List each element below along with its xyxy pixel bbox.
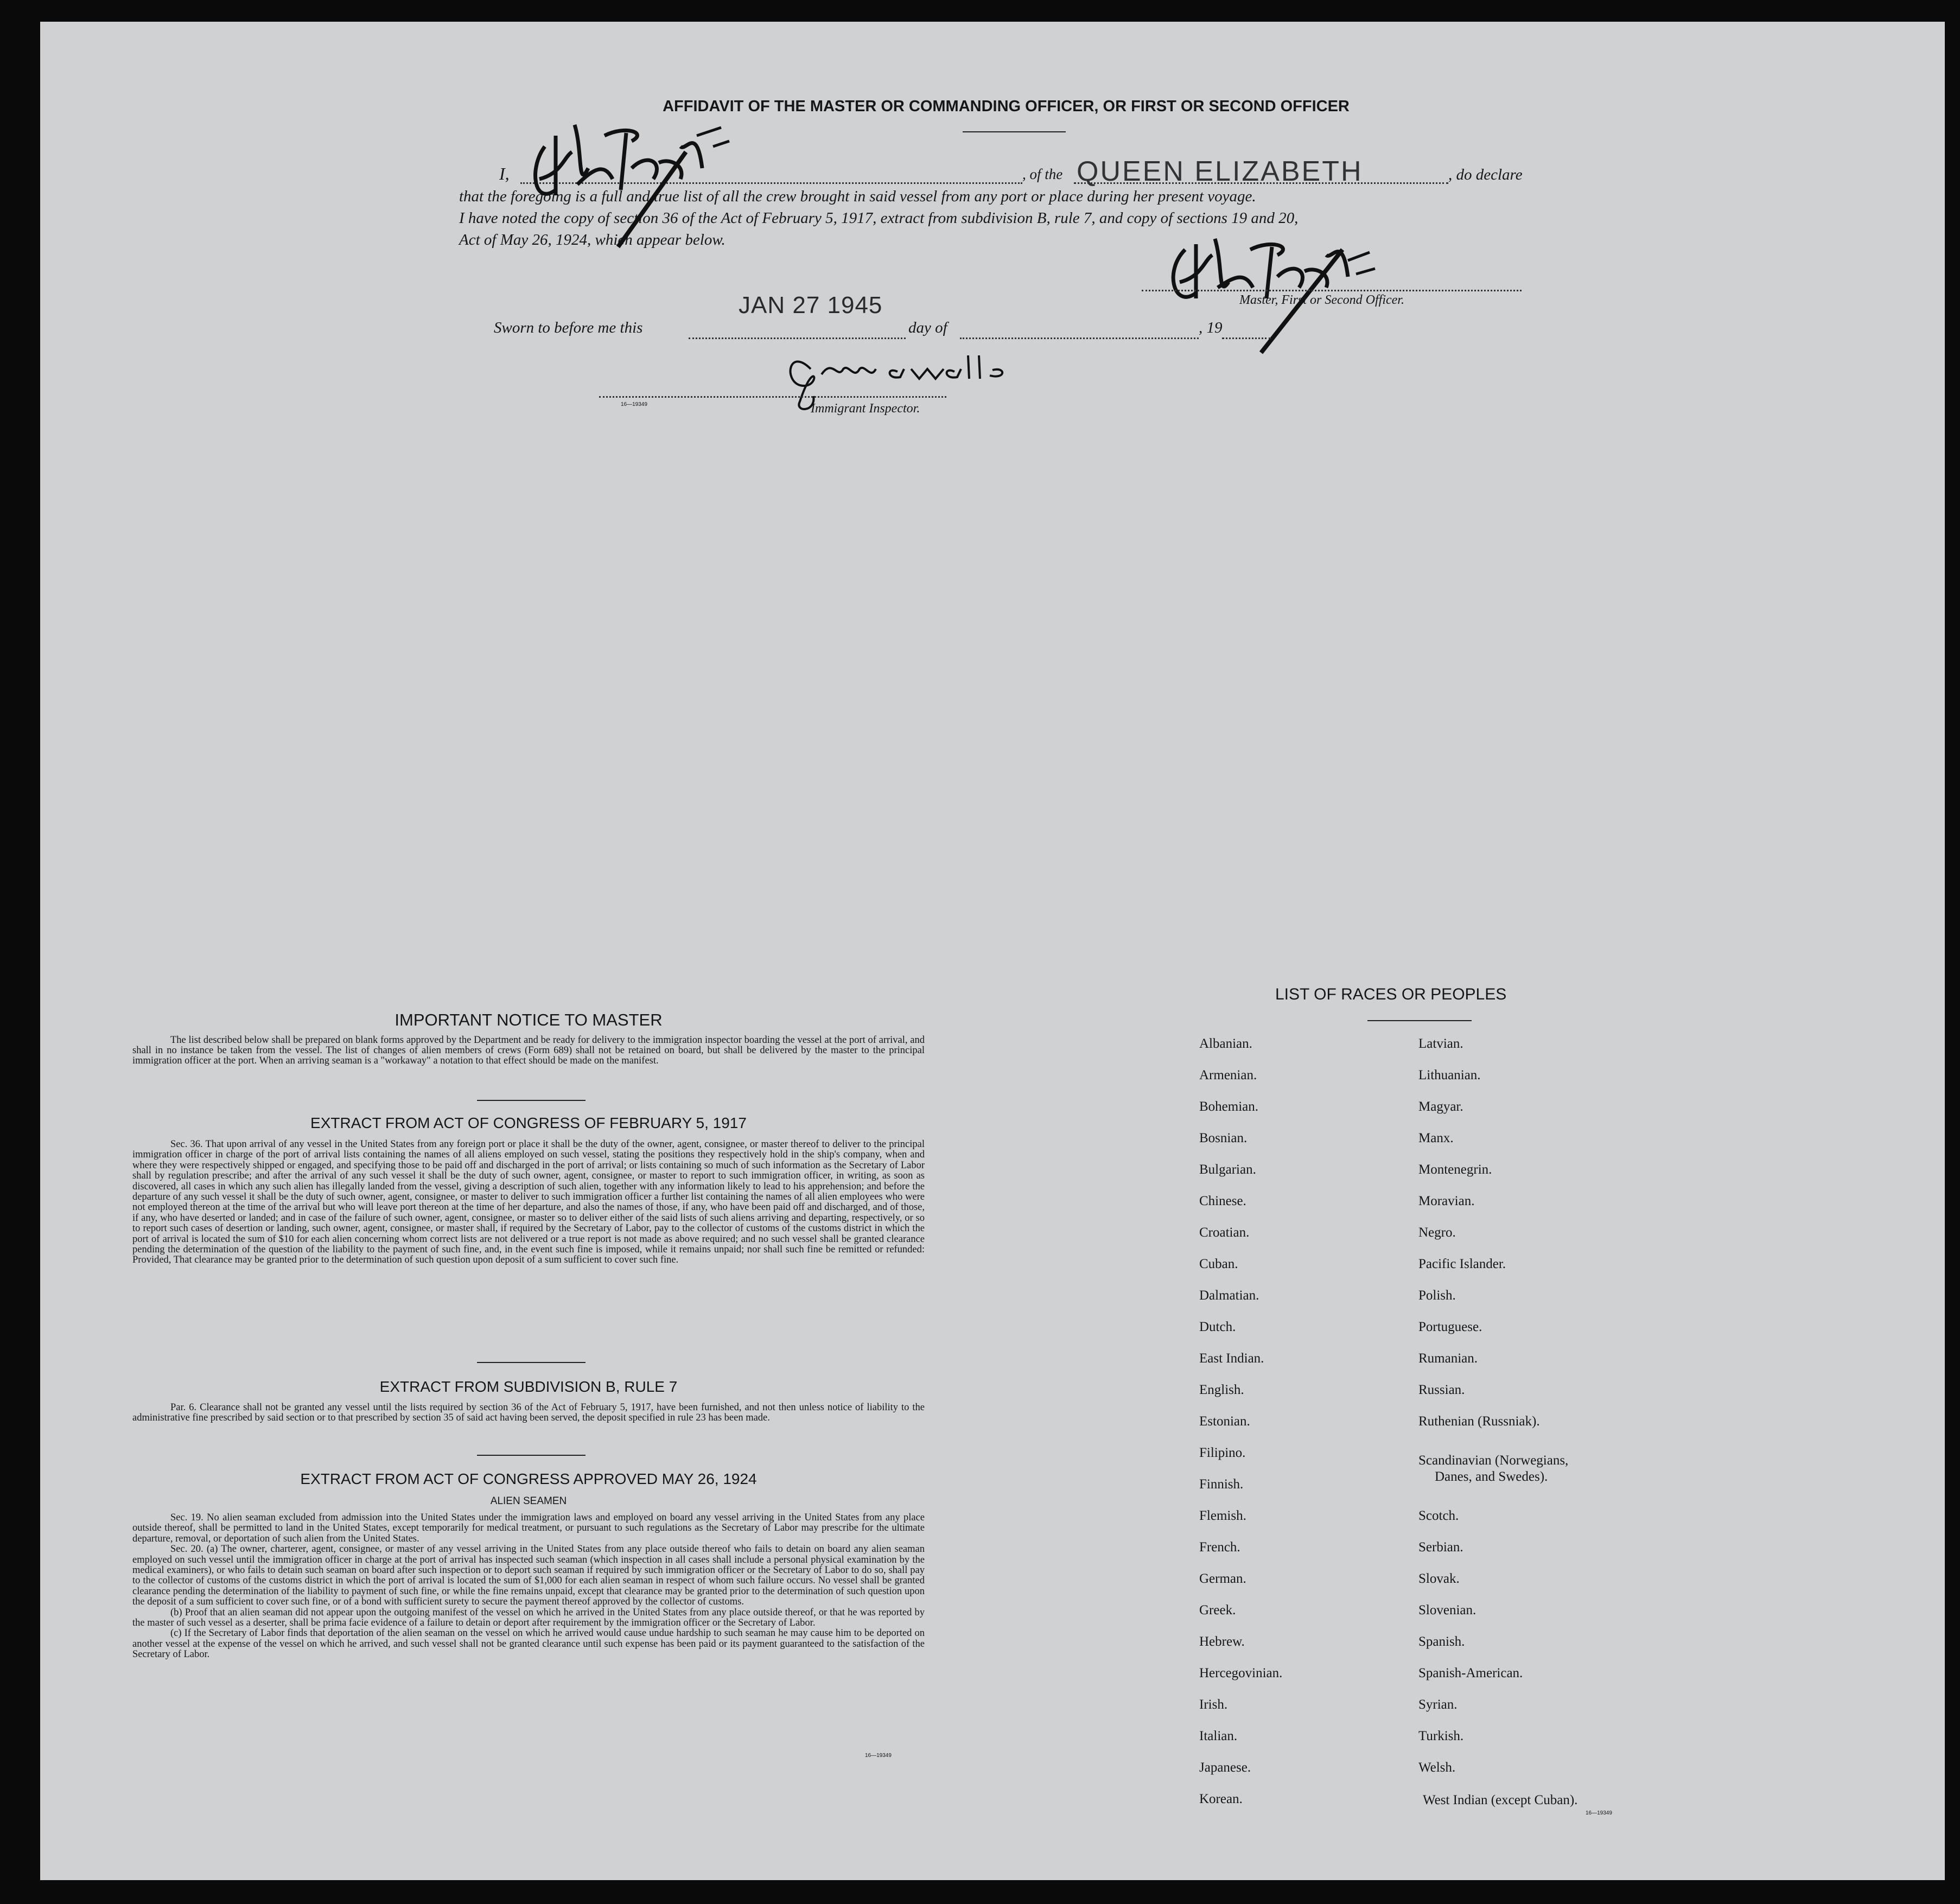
race-item: Ruthenian (Russniak). — [1418, 1414, 1540, 1429]
extract-1917-heading: EXTRACT FROM ACT OF CONGRESS OF FEBRUARY 5, 1917 — [310, 1115, 747, 1131]
race-item: German. — [1199, 1571, 1246, 1586]
race-item: Montenegrin. — [1418, 1162, 1492, 1177]
race-item: Flemish. — [1199, 1508, 1246, 1523]
affidavit-form-number: 16—19349 — [621, 402, 647, 407]
race-item: Dutch. — [1199, 1320, 1236, 1334]
race-item: Moravian. — [1418, 1194, 1475, 1208]
document-page — [40, 22, 1945, 1880]
race-item: Japanese. — [1199, 1760, 1251, 1775]
race-item: Portuguese. — [1418, 1320, 1482, 1334]
affidavit-line-3: I have noted the copy of section 36 of the Act of February 5, 1917, extract from subdivision B, rule 7, and copy of sections 19 and 20, — [459, 209, 1299, 227]
race-item: Estonian. — [1199, 1414, 1250, 1429]
race-item: Spanish. — [1418, 1634, 1465, 1649]
race-item: Dalmatian. — [1199, 1288, 1259, 1303]
race-item: West Indian (except Cuban). — [1423, 1793, 1578, 1807]
race-item: Greek. — [1199, 1603, 1236, 1618]
sec20b-text: (b) Proof that an alien seaman did not appear upon the outgoing manifest of the vessel on which he arrived in the United States from any place outside thereof, or that he was reported by the master of such vessel as a deserter, shall be prima facie evidence of a failure to detain or deport after requirement by the immigration officer or the Secretary of Labor. — [132, 1607, 925, 1629]
race-item: Negro. — [1418, 1225, 1456, 1240]
race-item: French. — [1199, 1540, 1240, 1555]
race-item: Chinese. — [1199, 1194, 1246, 1208]
notice-divider — [477, 1100, 586, 1101]
i-label: I, — [499, 164, 510, 183]
year-prefix: , 19 — [1199, 319, 1223, 336]
sec19-text: Sec. 19. No alien seaman excluded from admission into the United States under the immigration laws and employed on board any vessel arriving in the United States from any place outside thereof, shall be permitted to land in the United States, except temporarily for medical treatment, or pursuant to such regulations as the Secretary of Labor may prescribe for the ultimate departure, removal, or deportation of such alien from the United States. — [132, 1512, 925, 1544]
race-item: Turkish. — [1418, 1729, 1464, 1743]
sec20a-text: Sec. 20. (a) The owner, charterer, agent, consignee, or master of any vessel arriving in the United States from any place outside thereof who fails to detain on board any alien seaman employed on such vessel until the immigration officer in charge at the port of arrival has inspected such seaman (which inspection in all cases shall include a personal physical examination by the medical examiners), or who fails to detain such seaman on board after such inspection or to deport such seaman if required by such immigration officer or the Secretary of Labor to do so, shall pay to the collector of customs of the customs district in which the port of arrival is located the sum of $1,000 for each alien seaman in respect of whom such failure occurs. No vessel shall be granted clearance pending the determination of the liability to payment of such fine, or while the fine remains unpaid, except that clearance may be granted prior to the determination of such question upon the deposit of a sum sufficient to cover such fine, or of a bond with sufficient surety to secure the payment thereof approved by the collector of customs. — [132, 1544, 925, 1608]
extract-1924-heading: EXTRACT FROM ACT OF CONGRESS APPROVED MAY 26, 1924 — [300, 1470, 757, 1487]
race-item: Finnish. — [1199, 1477, 1244, 1492]
sec20c-text: (c) If the Secretary of Labor finds that deportation of the alien seaman on the vessel on which he arrived would cause undue hardship to such seaman he may cause him to be deported on another vessel at the expense of the vessel on which he arrived, and such vessel shall not be granted clearance until such expense has been paid or its payment guaranteed to the satisfaction of the Secretary of Labor. — [132, 1628, 925, 1660]
race-item: Bulgarian. — [1199, 1162, 1256, 1177]
extract-1924-body — [132, 1513, 925, 1660]
race-item: Syrian. — [1418, 1697, 1458, 1712]
day-of-label: day of — [908, 319, 947, 336]
affidavit-title: AFFIDAVIT OF THE MASTER OR COMMANDING OFFICER, OR FIRST OR SECOND OFFICER — [663, 98, 1350, 115]
master-caption: Master, First or Second Officer. — [1239, 293, 1404, 307]
extract-1917-divider — [477, 1362, 586, 1363]
race-item: Hercegovinian. — [1199, 1666, 1283, 1680]
race-item: Filipino. — [1199, 1445, 1246, 1460]
inspector-signature-line — [599, 396, 946, 398]
races-form-number: 16—19349 — [1586, 1810, 1612, 1816]
of-the-label: , of the — [1022, 166, 1063, 182]
do-declare-label: , do declare — [1448, 166, 1523, 183]
rule7-heading: EXTRACT FROM SUBDIVISION B, RULE 7 — [379, 1378, 678, 1395]
race-item: Armenian. — [1199, 1068, 1257, 1082]
race-item: Korean. — [1199, 1792, 1243, 1806]
vessel-name: QUEEN ELIZABETH — [1077, 156, 1363, 187]
affidavit-line-4: Act of May 26, 1924, which appear below. — [459, 231, 726, 249]
title-divider — [963, 131, 1066, 132]
race-item: Welsh. — [1418, 1760, 1456, 1775]
race-item: Italian. — [1199, 1729, 1238, 1743]
sworn-label: Sworn to before me this — [494, 319, 643, 336]
extract-form-number: 16—19349 — [865, 1753, 892, 1759]
races-heading: LIST OF RACES OR PEOPLES — [1275, 985, 1507, 1003]
race-item: Manx. — [1418, 1131, 1454, 1145]
sworn-date-stamp: JAN 27 1945 — [739, 292, 883, 319]
race-item: Slovak. — [1418, 1571, 1460, 1586]
race-item: Pacific Islander. — [1418, 1257, 1506, 1271]
vessel-line — [1074, 182, 1448, 184]
alien-seamen-subheading: ALIEN SEAMEN — [490, 1495, 567, 1507]
race-item: Polish. — [1418, 1288, 1456, 1303]
race-item: Slovenian. — [1418, 1603, 1477, 1618]
race-item: Rumanian. — [1418, 1351, 1478, 1366]
notice-body: The list described below shall be prepared on blank forms approved by the Department and be ready for delivery to the immigration inspector boarding the vessel at the port of arrival, and shall in no instance be taken from the vessel. The list of changes of alien members of crews (Form 689) shall not be retained on board, but shall be delivered by the master to the principal immigration officer at the port. When an arriving seaman is a "workaway" a notation to that effect should be made on the manifest. — [132, 1035, 925, 1066]
sworn-year-line — [1222, 338, 1271, 339]
race-item: Serbian. — [1418, 1540, 1463, 1555]
race-item: Croatian. — [1199, 1225, 1250, 1240]
race-item: Lithuanian. — [1418, 1068, 1481, 1082]
race-item: English. — [1199, 1383, 1244, 1397]
rule7-body: Par. 6. Clearance shall not be granted any vessel until the lists required by section 36 of the Act of February 5, 1917, have been furnished, and not then unless notice of liability to the administrative fine prescribed by said section or to that prescribed by section 35 of said act having been served, the deposit specified in rule 23 has been made. — [132, 1402, 925, 1424]
race-item: Irish. — [1199, 1697, 1228, 1712]
rule7-divider — [477, 1455, 586, 1456]
races-divider — [1367, 1020, 1472, 1021]
race-item: Hebrew. — [1199, 1634, 1245, 1649]
race-item: Albanian. — [1199, 1036, 1252, 1051]
notice-heading: IMPORTANT NOTICE TO MASTER — [394, 1010, 663, 1029]
race-item: Russian. — [1418, 1383, 1465, 1397]
race-item: Danes, and Swedes). — [1435, 1469, 1548, 1484]
race-item: Scandinavian (Norwegians, — [1418, 1453, 1569, 1468]
master-signature-1 — [523, 103, 751, 212]
inspector-caption: Immigrant Inspector. — [811, 402, 920, 416]
race-item: Scotch. — [1418, 1508, 1459, 1523]
race-item: Latvian. — [1418, 1036, 1463, 1051]
race-item: East Indian. — [1199, 1351, 1264, 1366]
race-item: Magyar. — [1418, 1099, 1463, 1114]
extract-1917-body: Sec. 36. That upon arrival of any vessel in the United States from any foreign port or place it shall be the duty of the owner, agent, consignee, or master thereof to deliver to the principal immigration officer in charge of the port of arrival lists containing the names of all aliens employed on such vessel, stating the positions they respectively hold in the ship's company, when and where they were respectively shipped or engaged, and specifying those to be paid off and discharged in the port of arrival; or lists containing so much of such information as the Secretary of Labor shall by regulation prescribe; and after the arrival of any such vessel it shall be the duty of such owner, agent, consignee, or master to report to such immigration officer, in writing, as soon as discovered, all cases in which any such alien has illegally landed from the vessel, giving a description of such alien, together with any information likely to lead to his apprehension; and before the departure of any such vessel it shall be the duty of such owner, agent, consignee, or master to deliver to such immigration officer a further list containing the names of all alien employees who were not employed thereon at the time of the arrival but who will leave port thereon at the time of her departure, and also the names of those, if any, who have been paid off and discharged, and of those, if any, who have deserted or landed; and in case of the failure of such owner, agent, consignee, or master so to deliver either of the said lists of such aliens arriving and departing, respectively, or so to report such cases of desertion or landing, such owner, agent, consignee, or master shall, if required by the Secretary of Labor, pay to the collector of customs of the customs district in which the port of arrival is located the sum of $10 for each alien concerning whom correct lists are not delivered or a true report is not made as above required; and no such vessel shall be granted clearance pending the determination of the question of the liability to the payment of such fine, and, in the event such fine is imposed, while it remains unpaid; nor shall such fine be remitted or refunded: Provided, That clearance may be granted prior to the determination of such question upon deposit of a sum sufficient to cover such fine. — [132, 1139, 925, 1266]
affidavit-line-2: that the foregoing is a full and true list of all the crew brought in said vessel from any port or place during her present voyage. — [459, 188, 1256, 205]
race-item: Bosnian. — [1199, 1131, 1248, 1145]
race-item: Bohemian. — [1199, 1099, 1259, 1114]
master-signature-line — [1142, 290, 1522, 291]
race-item: Cuban. — [1199, 1257, 1238, 1271]
race-item: Spanish-American. — [1418, 1666, 1523, 1680]
